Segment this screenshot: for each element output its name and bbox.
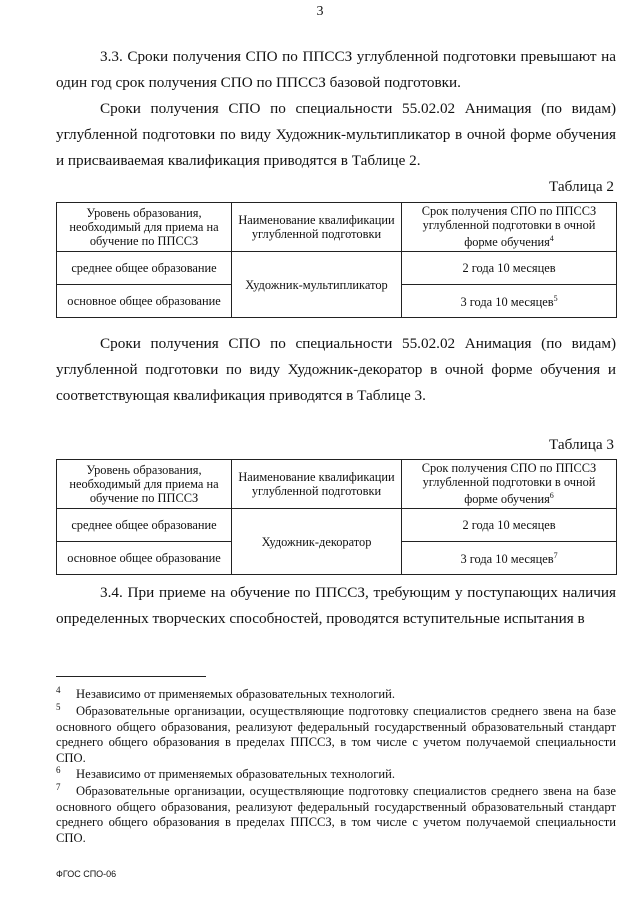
footnote-mark: 6 xyxy=(56,765,61,775)
footnote-4: $^4$ Независимо от применяемых образовательных технологий. xyxy=(56,685,396,702)
table2-term-cell: 2 года 10 месяцев xyxy=(402,252,617,285)
table2-term-cell: 3 года 10 месяцев$^5$ xyxy=(402,285,617,318)
paragraph-animation-decorator: Сроки получения СПО по специальности 55.02.02 Анимация (по видам) углубленной подготовки по виду Художник-декоратор в очной форме обучения и соответствующая квалификация приводятся в Таблице 3. xyxy=(56,335,616,404)
table2-qualification-cell: Художник-мультипликатор xyxy=(232,252,402,318)
footnote-ref-5: 5 xyxy=(553,294,558,304)
footnote-mark: 5 xyxy=(56,702,61,712)
table2-caption: Таблица 2 xyxy=(549,178,614,195)
table-row xyxy=(57,509,617,542)
paragraph-3-3: 3.3. Сроки получения СПО по ППССЗ углубленной подготовки превышают на один год срок получения СПО по ППССЗ базовой подготовки. xyxy=(56,48,616,91)
table3-term-cell: 3 года 10 месяцев$^7$ xyxy=(402,542,617,575)
table2-header-qualification: Наименование квалификации углубленной подготовки xyxy=(232,203,402,252)
table2-level-cell: основное общее образование xyxy=(57,285,232,318)
footnote-mark: 7 xyxy=(56,782,61,792)
page-number: 3 xyxy=(316,4,324,19)
table2-header-level: Уровень образования, необходимый для приема на обучение по ППССЗ xyxy=(57,203,232,252)
footnote-ref-6: 6 xyxy=(549,491,554,501)
table2-header-row xyxy=(57,203,617,252)
footnote-6: $^6$ Независимо от применяемых образовательных технологий. xyxy=(56,765,396,782)
paragraph-3-4: 3.4. При приеме на обучение по ППССЗ, требующим у поступающих наличия определенных творческих способностей, проводятся вступительные испытания в xyxy=(56,584,616,627)
table3-level-cell: основное общее образование xyxy=(57,542,232,575)
table3-caption: Таблица 3 xyxy=(549,436,614,453)
footnote-separator xyxy=(56,676,206,677)
table3-header-qualification: Наименование квалификации углубленной подготовки xyxy=(232,460,402,509)
paragraph-animation-multiplier: Сроки получения СПО по специальности 55.02.02 Анимация (по видам) углубленной подготовки по виду Художник-мультипликатор в очной форме обучения и присваиваемая квалификация приводятся в Таблице 2. xyxy=(56,100,616,169)
table3-header-row xyxy=(57,460,617,509)
table3 xyxy=(56,459,617,575)
table3-header-level: Уровень образования, необходимый для приема на обучение по ППССЗ xyxy=(57,460,232,509)
table3-level-cell: среднее общее образование xyxy=(57,509,232,542)
footnote-5: $^5$ Образовательные организации, осуществляющие подготовку специалистов среднего звена на базе основного общего образования, реализуют федеральный государственный образовательный стандарт среднего общего образования в пределах ППССЗ, в том числе с учетом получаемой специальности СПО. xyxy=(56,702,616,765)
table2 xyxy=(56,202,617,318)
footnote-7: $^7$ Образовательные организации, осуществляющие подготовку специалистов среднего звена на базе основного общего образования, реализуют федеральный государственный образовательный стандарт среднего общего образования в пределах ППССЗ, в том числе с учетом получаемой специальности СПО. xyxy=(56,782,616,845)
table-row xyxy=(57,252,617,285)
footnote-ref-7: 7 xyxy=(553,551,558,561)
table3-qualification-cell: Художник-декоратор xyxy=(232,509,402,575)
table2-level-cell: среднее общее образование xyxy=(57,252,232,285)
document-footer-code: ФГОС СПО-06 xyxy=(56,869,117,879)
footnote-mark: 4 xyxy=(56,685,61,695)
footnote-ref-4: 4 xyxy=(549,234,554,244)
table3-term-cell: 2 года 10 месяцев xyxy=(402,509,617,542)
table3-header-term: Срок получения СПО по ППССЗ углубленной подготовки в очной форме обучения$^6$ xyxy=(402,460,617,509)
table2-header-term: Срок получения СПО по ППССЗ углубленной подготовки в очной форме обучения$^4$ xyxy=(402,203,617,252)
